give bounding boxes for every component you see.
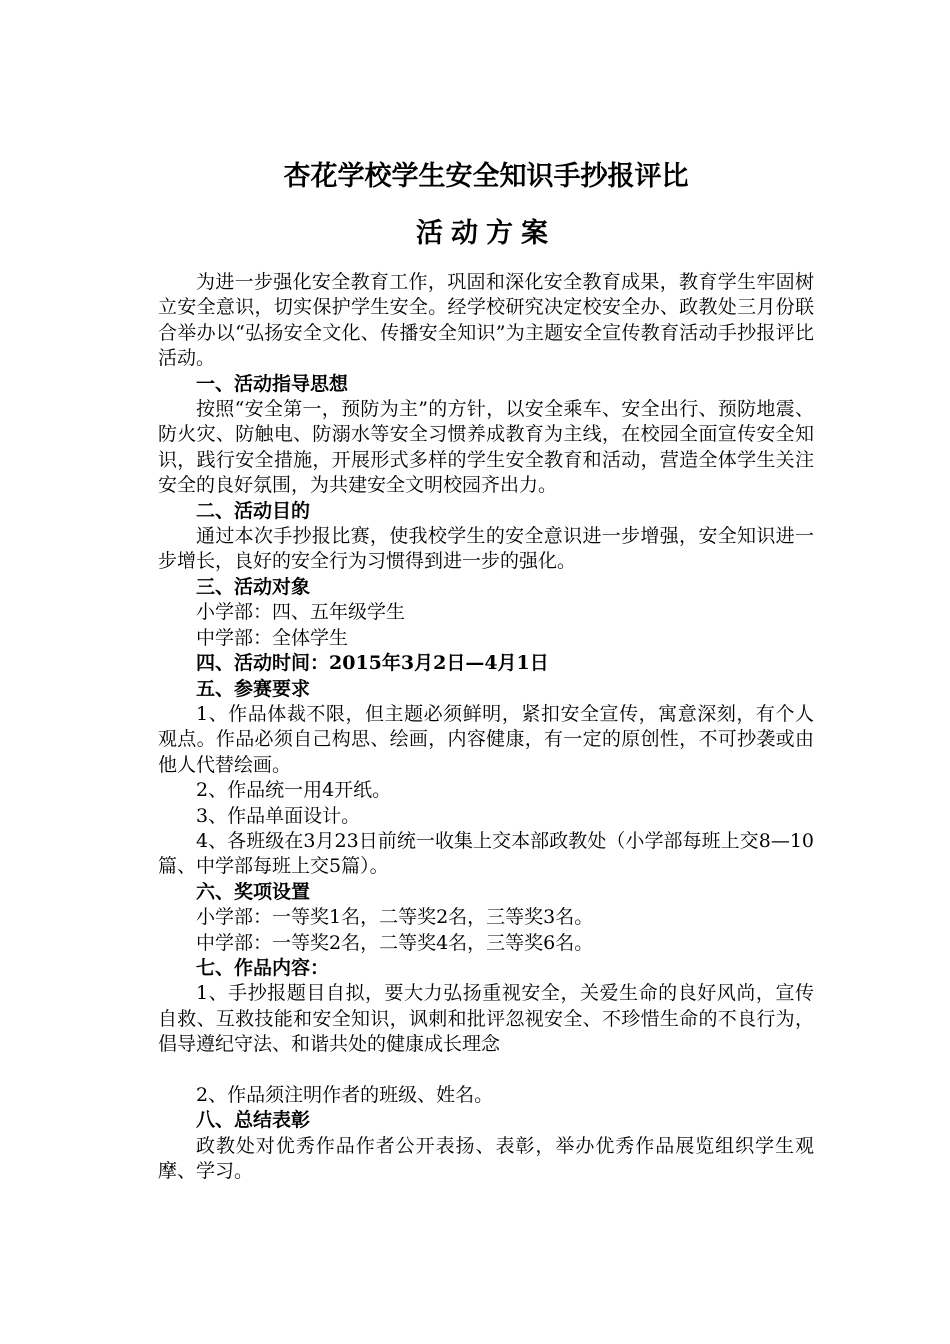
content-item-1: 1、手抄报题目自拟，要大力弘扬重视安全，关爱生命的良好风尚，宣传自救、互救技能和安全知识，讽刺和批评忽视安全、不珍惜生命的不良行为，倡导遵纪守法、和谐共处的健康成长理念 [158,982,814,1056]
section-heading-purpose: 二、活动目的 [196,499,311,522]
section-heading-participants: 三、活动对象 [196,575,311,598]
section-body-purpose: 通过本次手抄报比赛，使我校学生的安全意识进一步增强，安全知识进一步增长，良好的安全行为习惯得到进一步的强化。 [158,525,814,573]
section-heading-awards: 六、奖项设置 [196,880,311,903]
section-body-guiding-thought: 按照“安全第一，预防为主”的方针，以安全乘车、安全出行、预防地震、防火灾、防触电、防溺水等安全习惯养成教育为主线，在校园全面宣传安全知识，践行安全措施，开展形式多样的学生安全教育和活动，营造全体学生关注安全的良好氛围，为共建安全文明校园齐出力。 [158,398,814,497]
intro-paragraph: 为进一步强化安全教育工作，巩固和深化安全教育成果，教育学生牢固树立安全意识，切实保护学生安全。经学校研究决定校安全办、政教处三月份联合举办以“弘扬安全文化、传播安全知识”为主题安全宣传教育活动手抄报评比活动。 [158,271,814,370]
section-heading-content: 七、作品内容： [196,956,330,979]
paragraph-gap [158,1058,814,1083]
participants-secondary: 中学部：全体学生 [196,626,349,649]
content-item-2: 2、作品须注明作者的班级、姓名。 [196,1083,494,1106]
requirement-item-1: 1、作品体裁不限，但主题必须鲜明，紧扣安全宣传，寓意深刻，有个人观点。作品必须自己构思、绘画，内容健康，有一定的原创性，不可抄袭或由他人代替绘画。 [158,702,814,776]
section-heading-guiding-thought: 一、活动指导思想 [196,372,349,395]
document-title: 杏花学校学生安全知识手抄报评比 [283,161,689,192]
participants-primary: 小学部：四、五年级学生 [196,601,406,624]
requirement-item-4: 4、各班级在3月23日前统一收集上交本部政教处（小学部每班上交8—10篇、中学部每班上交5篇）。 [158,829,814,878]
awards-secondary: 中学部：一等奖2名，二等奖4名，三等奖6名。 [196,931,594,954]
document-page [158,150,814,1185]
section-heading-commendation: 八、总结表彰 [196,1109,311,1132]
requirement-item-2: 2、作品统一用4开纸。 [196,779,392,802]
document-subtitle: 活动方案 [416,218,556,249]
section-body-commendation: 政教处对优秀作品作者公开表扬、表彰，举办优秀作品展览组织学生观摩、学习。 [158,1134,814,1183]
requirement-item-3: 3、作品单面设计。 [196,804,361,827]
section-heading-requirements: 五、参赛要求 [196,677,311,700]
section-heading-time: 四、活动时间：2015年3月2日—4月1日 [196,652,549,675]
awards-primary: 小学部：一等奖1名，二等奖2名，三等奖3名。 [196,906,594,929]
